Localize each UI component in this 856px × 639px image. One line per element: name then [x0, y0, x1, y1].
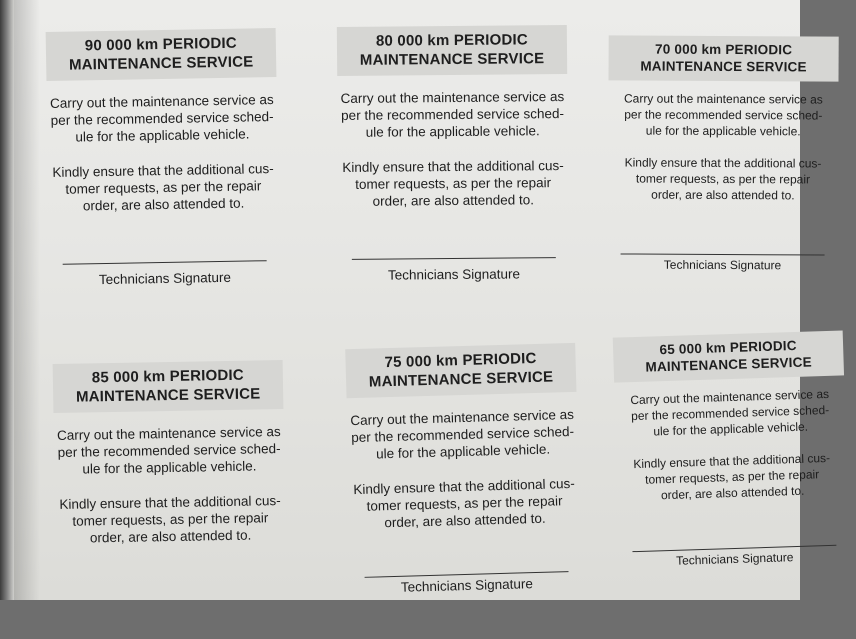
text-line: Kindly ensure that the additional cus-	[353, 475, 575, 498]
card-title	[613, 330, 844, 382]
service-instruction	[338, 88, 566, 141]
text-line: Kindly ensure that the additional cus-	[624, 155, 822, 171]
card-title	[46, 28, 277, 81]
text-line: Carry out the maintenance service as	[623, 91, 823, 107]
signature-line	[621, 253, 825, 255]
signature-label: Technicians Signature	[98, 269, 232, 288]
text-line: ule for the applicable vehicle.	[653, 419, 809, 439]
text-line: per the recommended service sched-	[50, 109, 274, 128]
text-line: per the recommended service sched-	[341, 106, 565, 123]
service-instruction	[55, 423, 284, 478]
text-line: per the recommended service sched-	[630, 402, 830, 424]
text-line: Kindly ensure that the additional cus-	[59, 493, 281, 512]
card-title-line2: MAINTENANCE SERVICE	[68, 53, 254, 74]
text-line: order, are also attended to.	[372, 192, 535, 209]
text-line: Kindly ensure that the additional cus-	[52, 161, 274, 180]
text-line: order, are also attended to.	[89, 527, 252, 546]
text-line: Carry out the maintenance service as	[56, 424, 281, 443]
card-title-line1: 75 000 km PERIODIC	[384, 349, 537, 372]
card-title-line1: 80 000 km PERIODIC	[375, 31, 528, 50]
text-line: Carry out the maintenance service as	[49, 92, 274, 111]
text-line: tomer requests, as per the repair	[635, 171, 811, 187]
text-line: ule for the applicable vehicle.	[365, 123, 540, 140]
service-card-75000	[340, 343, 588, 625]
text-line: per the recommended service sched-	[351, 423, 575, 446]
service-card-65000	[608, 330, 856, 612]
customer-request-note	[617, 449, 846, 504]
text-line: Carry out the maintenance service as	[340, 89, 565, 106]
signature-line	[63, 260, 267, 265]
customer-request-note	[339, 157, 567, 210]
card-title	[345, 343, 576, 398]
text-line: ule for the applicable vehicle.	[82, 458, 257, 477]
text-line: tomer requests, as per the repair	[366, 493, 563, 514]
signature-label: Technicians Signature	[663, 257, 782, 273]
card-title-line1: 65 000 km PERIODIC	[659, 337, 797, 358]
text-line: Kindly ensure that the additional cus-	[633, 450, 831, 472]
signature-label: Technicians Signature	[675, 550, 794, 568]
service-card-90000	[41, 28, 286, 307]
text-line: order, are also attended to.	[384, 510, 546, 531]
card-title-line1: 70 000 km PERIODIC	[655, 41, 793, 58]
text-line: Carry out the maintenance service as	[350, 406, 575, 429]
card-title-line2: MAINTENANCE SERVICE	[359, 50, 545, 69]
text-line: order, are also attended to.	[651, 187, 795, 203]
service-card-85000	[48, 360, 293, 639]
customer-request-note	[49, 160, 278, 215]
text-line: tomer requests, as per the repair	[644, 467, 820, 487]
card-title	[608, 35, 838, 81]
page-edge	[0, 0, 14, 600]
card-title-line1: 90 000 km PERIODIC	[84, 34, 237, 55]
customer-request-note	[350, 475, 579, 532]
card-title-line2: MAINTENANCE SERVICE	[368, 368, 554, 391]
service-instruction	[615, 385, 844, 440]
service-card-70000	[602, 35, 843, 311]
card-title-line2: MAINTENANCE SERVICE	[645, 354, 812, 375]
text-line: tomer requests, as per the repair	[72, 510, 269, 529]
service-card-80000	[332, 25, 574, 302]
service-instruction	[48, 91, 277, 146]
text-line: ule for the applicable vehicle.	[645, 123, 801, 139]
text-line: per the recommended service sched-	[624, 107, 823, 123]
signature-line	[352, 257, 556, 260]
text-line: Carry out the maintenance service as	[630, 386, 830, 408]
text-line: order, are also attended to.	[82, 195, 245, 214]
text-line: tomer requests, as per the repair	[65, 178, 262, 197]
card-title-line2: MAINTENANCE SERVICE	[75, 385, 261, 406]
text-line: ule for the applicable vehicle.	[75, 126, 250, 145]
text-line: Kindly ensure that the additional cus-	[342, 158, 564, 175]
customer-request-note	[609, 154, 837, 203]
service-instruction	[609, 90, 837, 139]
text-line: per the recommended service sched-	[57, 441, 281, 460]
service-instruction	[348, 406, 577, 463]
card-title	[337, 25, 567, 76]
text-line: ule for the applicable vehicle.	[375, 441, 551, 462]
customer-request-note	[56, 492, 285, 547]
signature-label: Technicians Signature	[387, 266, 521, 283]
signature-label: Technicians Signature	[400, 576, 534, 595]
text-line: tomer requests, as per the repair	[355, 175, 552, 192]
text-line: order, are also attended to.	[660, 483, 805, 503]
spine-shadow	[14, 0, 40, 600]
card-title-line2: MAINTENANCE SERVICE	[640, 58, 807, 75]
card-title	[53, 360, 284, 413]
card-title-line1: 85 000 km PERIODIC	[91, 366, 244, 387]
